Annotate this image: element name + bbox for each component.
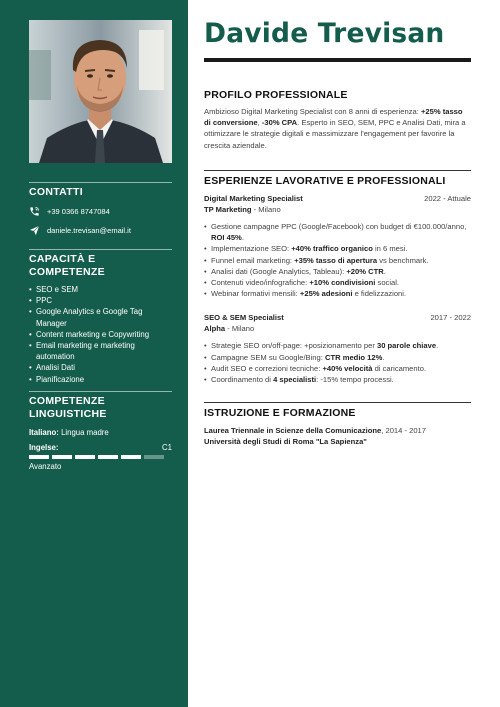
job-dates: 2017 - 2022 <box>430 313 471 323</box>
profile-section <box>204 89 471 151</box>
skill-item: • Google Analytics e Google Tag Manager <box>29 306 172 328</box>
name-underline <box>204 58 471 62</box>
divider <box>29 182 172 183</box>
english-level-text: Avanzato <box>29 462 62 471</box>
job-company <box>204 324 471 333</box>
text-run: . <box>436 341 439 351</box>
job-bullet <box>204 374 471 385</box>
company-location: - Milano <box>251 205 281 214</box>
job-bullet <box>204 363 471 374</box>
highlight-text: ROI 45% <box>211 233 242 243</box>
candidate-name: Davide Trevisan <box>204 18 445 49</box>
text-run: Strategie SEO on/off-page: +posizionamento per <box>211 341 377 351</box>
text-run: . <box>383 266 386 276</box>
company-name: TP Marketing <box>204 205 252 214</box>
job-bullet <box>204 340 471 351</box>
text-run: Audit SEO e correzioni tecniche: <box>211 363 323 373</box>
level-segment <box>52 455 72 459</box>
company-location: - Milano <box>225 324 255 334</box>
highlight-text: CTR medio 12% <box>324 352 383 362</box>
native-language <box>29 428 172 437</box>
job-company <box>204 205 471 214</box>
highlight-text: +10% condivisioni <box>309 278 376 288</box>
contacts-title: CONTATTI <box>29 186 83 198</box>
english-level-bar <box>29 455 172 459</box>
divider <box>204 170 471 171</box>
experience-section <box>204 170 471 385</box>
highlight-text: -30% CPA <box>261 118 298 128</box>
level-segment <box>98 455 118 459</box>
text-run: . <box>241 233 244 243</box>
native-language-value: Lingua madre <box>61 428 109 437</box>
skills-title: CAPACITÀ E COMPETENZE <box>29 253 105 278</box>
english-language-code: C1 <box>162 443 172 452</box>
text-run: . <box>382 352 385 362</box>
languages-section <box>29 391 172 471</box>
languages-title: COMPETENZE LINGUISTICHE <box>29 395 107 420</box>
job-bullet <box>204 277 471 288</box>
highlight-text: 30 parole chiave <box>376 341 437 351</box>
skill-item: • Content marketing e Copywriting <box>29 329 172 340</box>
email-row <box>29 225 172 236</box>
job-bullets <box>204 340 471 385</box>
job-bullet <box>204 288 471 299</box>
education-degree <box>204 425 471 436</box>
text-run: Webinar formativi mensili: <box>211 289 300 299</box>
text-run: Implementazione SEO: <box>211 244 292 254</box>
skills-list <box>29 284 172 385</box>
job-bullet <box>204 243 471 254</box>
text-run: Analisi dati (Google Analytics, Tableau): <box>211 266 347 276</box>
text-run: in 6 mesi. <box>372 244 408 254</box>
education-title: ISTRUZIONE E FORMAZIONE <box>204 407 356 419</box>
job-bullets <box>204 221 471 299</box>
skill-item: • Pianificazione <box>29 374 172 385</box>
skills-section <box>29 249 172 385</box>
send-icon <box>29 225 40 236</box>
text-run: Contenuti video/infografiche: <box>211 278 310 288</box>
divider <box>29 391 172 392</box>
job-role: Digital Marketing Specialist <box>204 194 303 203</box>
company-name: Alpha <box>204 324 226 334</box>
phone-number[interactable]: +39 0366 8747084 <box>47 207 110 216</box>
profile-title: PROFILO PROFESSIONALE <box>204 89 348 101</box>
text-run: , <box>257 118 262 128</box>
skill-item: • Analisi Dati <box>29 362 172 373</box>
job-bullet <box>204 352 471 363</box>
contacts-section <box>29 182 172 236</box>
sidebar <box>0 0 188 707</box>
text-run: : -15% tempo processi. <box>316 375 394 385</box>
education-section <box>204 402 471 447</box>
phone-row <box>29 206 172 217</box>
english-language <box>29 443 172 452</box>
divider <box>29 249 172 250</box>
email-address[interactable]: daniele.trevisan@email.it <box>47 226 131 235</box>
job-entry <box>204 194 471 299</box>
text-run: . Esperto in SEO, SEM, PPC e Analisi Dati, mira a ottimizzare le strategie digitali e massimizzare l'engagement per favorire la crescita aziendale. <box>204 118 466 150</box>
text-run: Coordinamento di <box>211 375 274 385</box>
text-run: vs benchmark. <box>377 255 429 265</box>
level-segment <box>121 455 141 459</box>
text-run: Ambizioso Digital Marketing Specialist con 8 anni di esperienza: <box>204 107 421 116</box>
level-segment <box>144 455 164 459</box>
divider <box>204 402 471 403</box>
job-header <box>204 313 471 322</box>
highlight-text: +40% traffico organico <box>291 244 373 254</box>
level-segment <box>75 455 95 459</box>
education-school: Università degli Studi di Roma "La Sapienza" <box>204 437 367 447</box>
job-bullet <box>204 255 471 266</box>
job-dates: 2022 - Attuale <box>424 194 471 203</box>
text-run: Gestione campagne PPC (Google/Facebook) con budget di €100.000/anno, <box>211 222 467 231</box>
phone-icon <box>29 206 40 217</box>
highlight-text: 4 specialisti <box>273 375 317 385</box>
english-language-label: Ingelse: <box>29 443 59 452</box>
skill-item: • SEO e SEM <box>29 284 172 295</box>
profile-photo <box>29 20 172 163</box>
text-run: Campagne SEM su Google/Bing: <box>211 352 325 362</box>
text-run: e fidelizzazioni. <box>352 289 407 299</box>
highlight-text: +35% tasso di apertura <box>294 255 378 265</box>
profile-text <box>204 106 471 151</box>
job-bullet <box>204 221 471 243</box>
portrait-image <box>29 20 172 163</box>
job-bullet <box>204 266 471 277</box>
job-header <box>204 194 471 203</box>
level-segment <box>29 455 49 459</box>
native-language-label: Italiano: <box>29 428 59 437</box>
degree-dates: , 2014 - 2017 <box>381 426 427 435</box>
skill-item: • PPC <box>29 295 172 306</box>
text-run: Funnel email marketing: <box>211 255 295 265</box>
job-role: SEO & SEM Specialist <box>204 313 284 323</box>
text-run: di caricamento. <box>372 363 427 373</box>
text-run: social. <box>375 278 400 288</box>
experience-title: ESPERIENZE LAVORATIVE E PROFESSIONALI <box>204 175 446 187</box>
degree-name: Laurea Triennale in Scienze della Comunicazione <box>204 426 382 435</box>
highlight-text: +40% velocità <box>322 363 373 373</box>
highlight-text: +20% CTR <box>346 266 384 276</box>
skill-item: • Email marketing e marketing automation <box>29 340 172 362</box>
highlight-text: +25% tasso di conversione <box>204 107 463 128</box>
job-entry <box>204 313 471 385</box>
highlight-text: +25% adesioni <box>299 289 353 299</box>
